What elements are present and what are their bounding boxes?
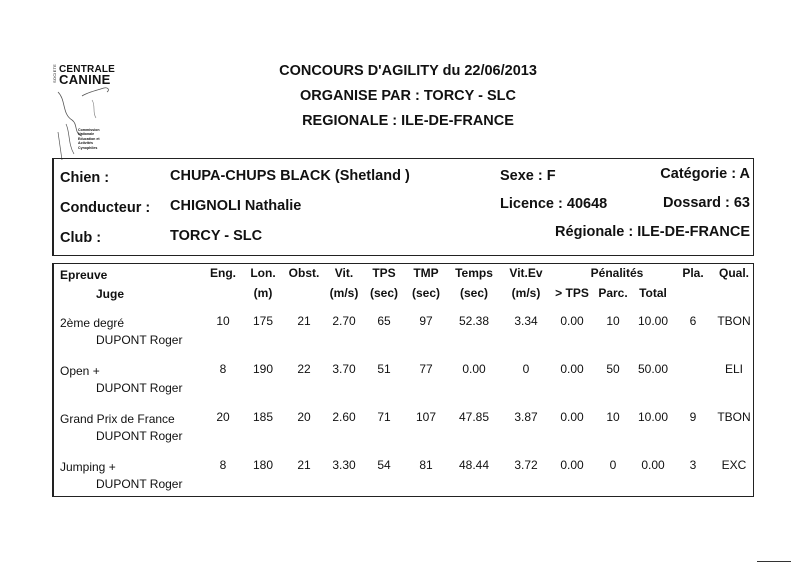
row-lon: 180: [252, 458, 274, 472]
logo-vertical-text: SOCIETE: [52, 64, 57, 83]
row-vitev: 3.72: [514, 458, 538, 472]
row-qual: EXC: [721, 458, 747, 472]
header-pen-total: Total: [639, 286, 667, 300]
sexe-value: Sexe : F: [500, 168, 556, 184]
logo-canine: CANINE: [59, 72, 111, 87]
chien-label: Chien :: [60, 170, 110, 186]
row-lon: 190: [252, 362, 274, 376]
row-temps: 47.85: [458, 410, 490, 424]
row-epreuve: 2ème degré: [60, 316, 125, 330]
row-tmp: 81: [419, 458, 433, 472]
row-juge: DUPONT Roger: [96, 333, 183, 347]
row-pen-tps: 0.00: [560, 314, 584, 328]
row-juge: DUPONT Roger: [96, 429, 183, 443]
row-obst: 21: [297, 314, 311, 328]
chien-value: CHUPA-CHUPS BLACK (Shetland ): [170, 168, 410, 184]
row-vitev: 3.87: [514, 410, 538, 424]
header-tmp-unit: (sec): [411, 286, 440, 300]
row-qual: TBON: [717, 314, 751, 328]
logo-centrale: CENTRALE: [59, 64, 116, 75]
row-obst: 20: [297, 410, 311, 424]
header-lon: Lon.: [250, 266, 276, 280]
row-pen-parc: 10: [606, 410, 620, 424]
row-pla: 6: [689, 314, 697, 328]
header-vit-unit: (m/s): [329, 286, 359, 300]
row-pen-total: 0.00: [641, 458, 665, 472]
row-obst: 21: [297, 458, 311, 472]
row-pen-tps: 0.00: [560, 458, 584, 472]
row-temps: 0.00: [462, 362, 486, 376]
header-pla: Pla.: [682, 266, 704, 280]
row-tps: 65: [377, 314, 391, 328]
club-label: Club :: [60, 230, 102, 246]
row-vit: 3.70: [332, 362, 356, 376]
row-eng: 20: [216, 410, 230, 424]
header-tps-unit: (sec): [369, 286, 398, 300]
row-pen-parc: 50: [606, 362, 620, 376]
row-temps: 52.38: [458, 314, 490, 328]
header-regionale: REGIONALE : ILE-DE-FRANCE: [302, 113, 514, 129]
row-tmp: 107: [415, 410, 437, 424]
row-pen-total: 10.00: [637, 314, 669, 328]
header-temps-unit: (sec): [459, 286, 488, 300]
row-juge: DUPONT Roger: [96, 477, 183, 491]
row-tps: 54: [377, 458, 391, 472]
row-epreuve: Grand Prix de France: [60, 412, 175, 426]
club-value: TORCY - SLC: [170, 228, 263, 244]
row-pen-tps: 0.00: [560, 410, 584, 424]
conducteur-value: CHIGNOLI Nathalie: [170, 198, 302, 214]
row-tmp: 97: [419, 314, 433, 328]
header-title: CONCOURS D'AGILITY du 22/06/2013: [279, 63, 537, 79]
row-qual: ELI: [724, 362, 743, 376]
row-vit: 2.70: [332, 314, 356, 328]
header-qual: Qual.: [718, 266, 749, 280]
corner-rule: [757, 561, 791, 562]
header-lon-unit: (m): [253, 286, 273, 300]
header-vitev-unit: (m/s): [511, 286, 541, 300]
row-pen-tps: 0.00: [560, 362, 584, 376]
row-eng: 8: [219, 362, 227, 376]
row-eng: 8: [219, 458, 227, 472]
row-vit: 3.30: [332, 458, 356, 472]
header-temps: Temps: [455, 266, 493, 280]
header-organizer: ORGANISE PAR : TORCY - SLC: [300, 88, 516, 104]
row-tmp: 77: [419, 362, 433, 376]
dossard-value: Dossard : 63: [662, 195, 750, 211]
row-epreuve: Open +: [60, 364, 100, 378]
row-vit: 2.60: [332, 410, 356, 424]
logo-commission-text: Commission Nationale Education et Activités Cynophiles: [78, 128, 100, 150]
header-eng: Eng.: [210, 266, 236, 280]
row-pla: 9: [689, 410, 697, 424]
header-obst: Obst.: [288, 266, 320, 280]
row-obst: 22: [297, 362, 311, 376]
categorie-value: Catégorie : A: [660, 166, 750, 182]
row-lon: 175: [252, 314, 274, 328]
row-vitev: 0: [522, 362, 530, 376]
header-vitev: Vit.Ev: [509, 266, 543, 280]
licence-value: Licence : 40648: [500, 196, 608, 212]
row-vitev: 3.34: [514, 314, 538, 328]
row-pen-total: 50.00: [637, 362, 669, 376]
header-penalites: Pénalités: [590, 266, 644, 280]
header-pen-parc: Parc.: [598, 286, 628, 300]
row-qual: TBON: [717, 410, 751, 424]
header-tps: TPS: [372, 266, 396, 280]
header-epreuve: Epreuve: [60, 268, 108, 282]
row-tps: 51: [377, 362, 391, 376]
header-pen-tps: > TPS: [555, 286, 589, 300]
row-tps: 71: [377, 410, 391, 424]
regionale-value: Régionale : ILE-DE-FRANCE: [555, 224, 750, 240]
row-pen-parc: 0: [609, 458, 617, 472]
row-temps: 48.44: [458, 458, 490, 472]
row-pen-total: 10.00: [637, 410, 669, 424]
header-tmp: TMP: [413, 266, 439, 280]
conducteur-label: Conducteur :: [60, 200, 151, 216]
row-pen-parc: 10: [606, 314, 620, 328]
row-epreuve: Jumping +: [60, 460, 116, 474]
row-pla: 3: [689, 458, 697, 472]
row-lon: 185: [252, 410, 274, 424]
header-juge: Juge: [96, 287, 125, 301]
header-vit: Vit.: [334, 266, 354, 280]
row-eng: 10: [216, 314, 230, 328]
row-juge: DUPONT Roger: [96, 381, 183, 395]
